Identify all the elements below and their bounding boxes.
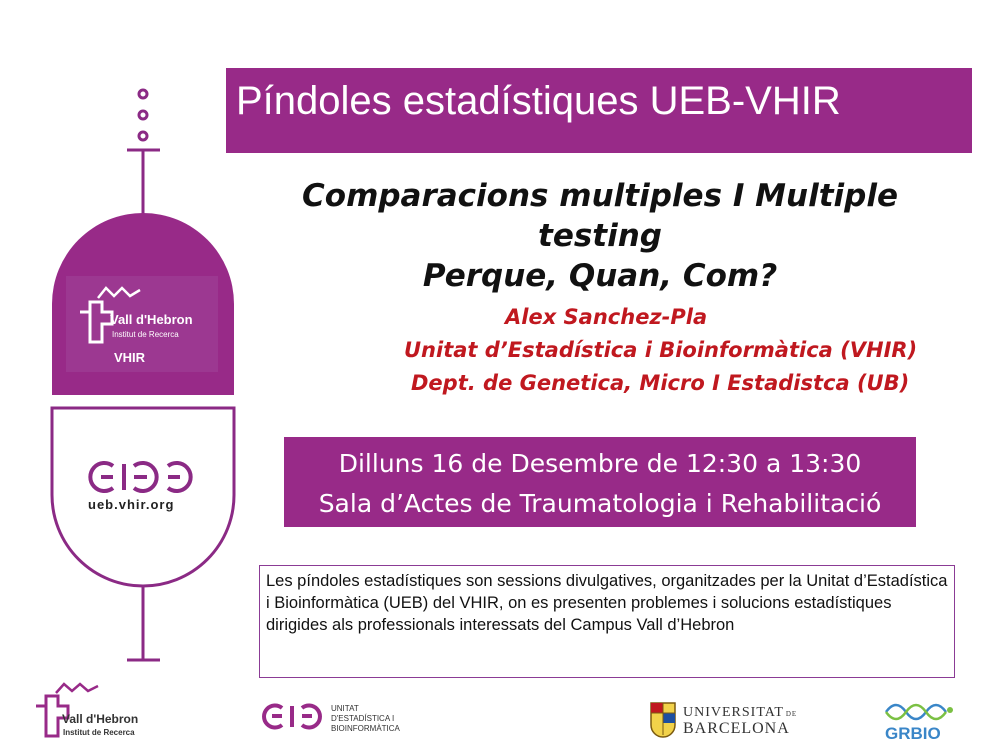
footer-ueb-line-2: D'ESTADÍSTICA I (331, 714, 395, 723)
dot-1 (139, 90, 147, 98)
footer-ub-word: UNIVERSITAT (683, 705, 784, 720)
footer-ueb-line-1: UNITAT (331, 704, 359, 713)
footer-vh-subtitle: Institut de Recerca (63, 728, 135, 737)
ueb-url: ueb.vhir.org (88, 497, 175, 512)
footer-ueb-line-3: BIOINFORMÀTICA (331, 724, 400, 733)
ub-shield-icon (651, 703, 675, 737)
dot-2 (139, 111, 147, 119)
footer-vh-name: Vall d'Hebron (62, 712, 139, 726)
talk-title (240, 176, 960, 296)
footer-ub-de: DE (785, 710, 798, 718)
footer-vh-mountains-icon (56, 684, 98, 693)
pill-vh-subtitle: Institut de Recerca (112, 330, 179, 339)
pill-vh-name: Vall d'Hebron (110, 312, 193, 327)
page-title: Píndoles estadístiques UEB-VHIR (236, 79, 841, 123)
talk-title-line-1: Comparacions multiples I Multiple testing (302, 178, 898, 254)
footer-ub-line-1 (683, 705, 797, 721)
footer-ub-line-2: BARCELONA (683, 720, 790, 737)
pill-vhir-acronym: VHIR (114, 350, 146, 365)
speaker-affiliation-1: Unitat d’Estadística i Bioinformàtica (VHIR) (404, 338, 918, 362)
footer-ueb-text (331, 704, 400, 734)
speaker-affiliation-2: Dept. de Genetica, Micro I Estadistca (UB) (411, 371, 910, 395)
event-details-box (284, 437, 916, 527)
event-location: Sala d’Actes de Traumatologia i Rehabilitació (318, 489, 882, 518)
grbio-dna-icon (886, 705, 953, 719)
event-date: Dilluns 16 de Desembre de 12:30 a 13:30 (338, 449, 862, 478)
pill-dots (139, 90, 147, 140)
footer-ueb-icon (264, 706, 320, 728)
footer-grbio: GRBIO (885, 724, 941, 743)
talk-title-line-2: Perque, Quan, Com? (422, 258, 778, 294)
dot-3 (139, 132, 147, 140)
description-box: Les píndoles estadístiques son sessions divulgatives, organitzades per la Unitat d’Estadística i Bioinformàtica (UEB) del VHIR, on es presenten problemes i solucions estadístiques dirigides als professionals interessats del Campus Vall d’Hebron (259, 565, 955, 678)
speaker-name: Alex Sanchez-Pla (505, 305, 708, 329)
